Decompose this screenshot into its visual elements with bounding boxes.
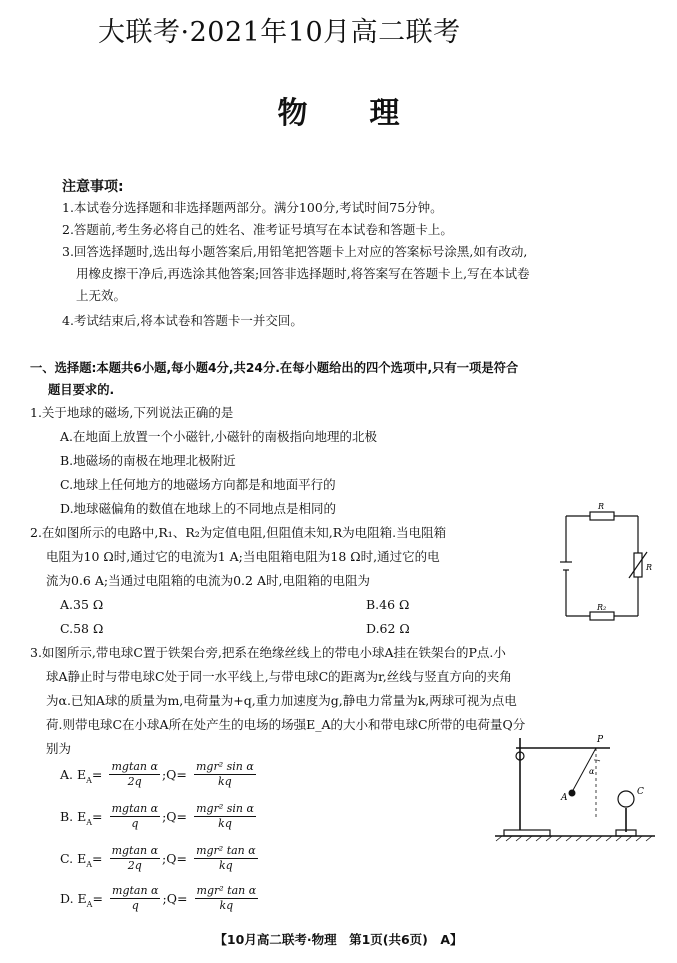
label-r1: R [598,502,605,511]
notice-line-5: 上无效。 [76,288,127,303]
notice-heading: 注意事项: [62,179,124,195]
q1-stem: 1.关于地球的磁场,下列说法正确的是 [30,405,234,420]
q3-line-5: 别为 [46,741,72,756]
small-ball-a [569,790,576,797]
q3-line-4: 荷.则带电球C在小球A所在处产生的电场的场强E_A的大小和带电球C所带的电荷量Q分 [46,717,526,732]
charged-sphere-c [618,791,634,807]
q2-line-2: 电阻为10 Ω时,通过它的电流为1 A;当电阻箱电阻为18 Ω时,通过它的电 [46,549,440,564]
q2-line-1: 2.在如图所示的电路中,R₁、R₂为定值电阻,但阻值未知,R为电阻箱.当电阻箱 [30,525,447,540]
q2-line-3: 流为0.6 A;当通过电阻箱的电流为0.2 A时,电阻箱的电阻为 [46,573,370,588]
rheostat-arrow [629,552,647,578]
notice-line-3: 3.回答选择题时,选出每小题答案后,用铅笔把答题卡上对应的答案标号涂黑,如有改动, [62,244,528,259]
q3-option-d: D. $E_A=$ $\frac{\text{mgtan α}}{q}$ ;Q= $\frac{\text{mgr² tan α}}{kq}$ [60,884,257,912]
angle-arc [594,760,600,761]
q1-option-c: C.地球上任何地方的地磁场方向都是和地面平行的 [60,477,336,492]
label-p: P [597,735,604,745]
q3-line-1: 3.如图所示,带电球C置于铁架台旁,把系在绝缘丝线上的带电小球A挂在铁架台的P点.小 [30,645,506,660]
notice-line-1: 1.本试卷分选择题和非选择题两部分。满分100分,考试时间75分钟。 [62,200,443,215]
label-r: R [646,563,653,572]
notice-line-2: 2.答题前,考生务必将自己的姓名、准考证号填写在本试卷和答题卡上。 [62,222,453,237]
q3-option-b: B. $E_A=$ $\frac{\text{mgtan α}}{q}$ ;Q= $\frac{\text{mgr² sin α}}{kq}$ [60,802,254,830]
resistor-r1 [590,512,614,520]
q2-option-a: A.35 Ω [60,597,104,612]
iron-stand-diagram [490,730,660,842]
label-a: A [561,793,568,803]
page-footer: 【10月高二联考·物理 第1页(共6页) A】 [214,932,463,947]
q3-line-3: 为α.已知A球的质量为m,电荷量为+q,重力加速度为g,静电力常量为k,两球可视为点电 [46,693,517,708]
notice-line-6: 4.考试结束后,将本试卷和答题卡一并交回。 [62,313,303,328]
exam-title: 大联考·2021年10月高二联考 [98,17,461,48]
label-r2: R₂ [597,603,607,612]
q2-option-b: B.46 Ω [366,597,410,612]
q1-option-d: D.地球磁偏角的数值在地球上的不同地点是相同的 [60,501,337,516]
section-heading-line-1: 一、选择题:本题共6小题,每小题4分,共24分.在每小题给出的四个选项中,只有一项是符合 [30,361,519,375]
subject-title: 物理 [277,96,462,131]
resistor-r2 [590,612,614,620]
section-heading-line-2: 题目要求的. [48,383,115,397]
q1-option-b: B.地磁场的南极在地理北极附近 [60,453,236,468]
label-c: C [637,787,644,797]
q1-option-a: A.在地面上放置一个小磁针,小磁针的南极指向地理的北极 [60,429,377,444]
circuit-diagram [556,498,662,626]
q3-option-c: C. $E_A=$ $\frac{\text{mgtan α}}{2q}$ ;Q= $\frac{\text{mgr² tan α}}{kq}$ [60,844,256,872]
q2-option-d: D.62 Ω [366,621,410,636]
q3-option-a: A. $E_A=$ $\frac{\text{mgtan α}}{2q}$ ;Q= $\frac{\text{mgr² sin α}}{kq}$ [60,760,254,788]
label-alpha: α [589,767,595,776]
stand-base [504,830,550,836]
notice-line-4: 用橡皮擦干净后,再选涂其他答案;回答非选择题时,将答案写在答题卡上,写在本试卷 [76,266,530,281]
q2-option-c: C.58 Ω [60,621,104,636]
q3-line-2: 球A静止时与带电球C处于同一水平线上,与带电球C的距离为r,丝线与竖直方向的夹角 [46,669,512,684]
